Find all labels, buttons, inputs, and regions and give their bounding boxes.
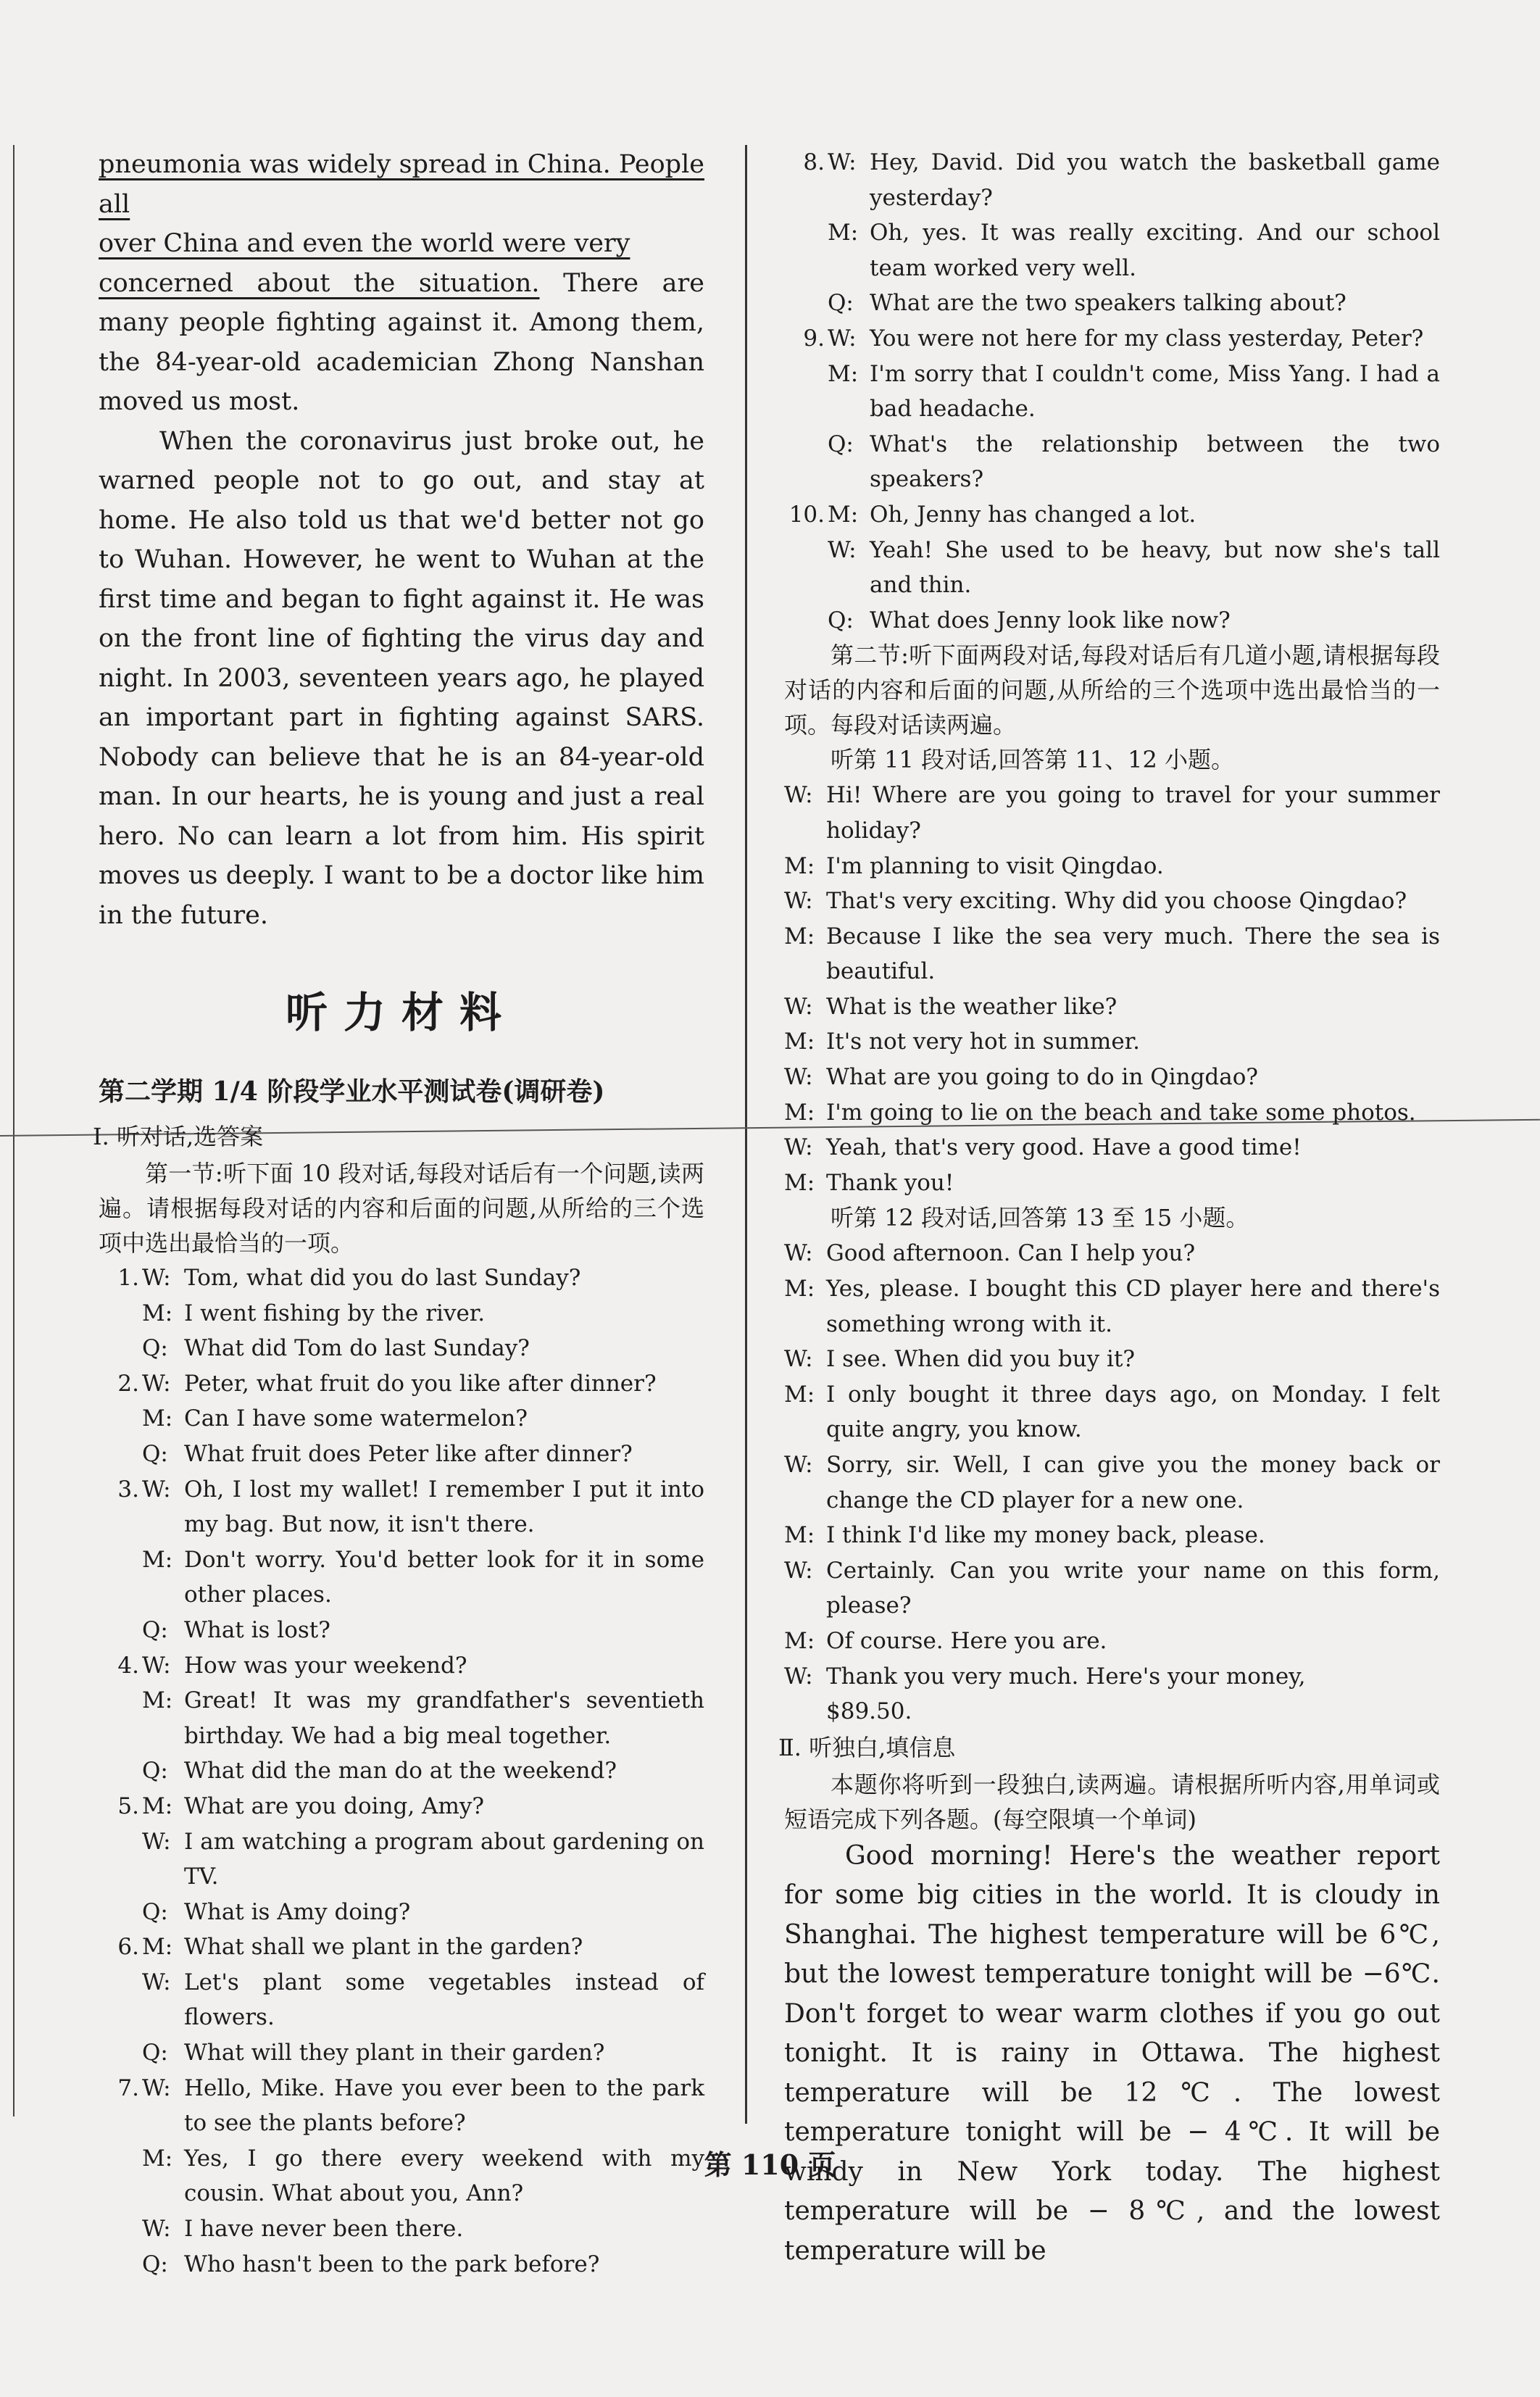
speaker-label: M: — [784, 1029, 815, 1055]
dialogue-line — [99, 1824, 704, 1895]
page-number: 第 110 页 — [704, 2148, 836, 2181]
dialogue-text: It's not very hot in summer. — [826, 1029, 1140, 1055]
item-number — [99, 1613, 142, 1648]
dialogue-text: I'm sorry that I couldn't come, Miss Yang. I had a bad headache. — [870, 360, 1440, 423]
dialogue-line — [99, 1260, 704, 1296]
dialogue-text: What are the two speakers talking about? — [870, 290, 1347, 317]
essay-paragraph-2: When the coronavirus just broke out, he warned people not to go out, and stay at home. He also told us that we'd better not go to Wuhan. However, he went to Wuhan at the first time and began to fight against it. He was on the front line of fighting the virus day and night. In 2003, seventeen years ago, he played an important part in fighting against SARS. Nobody can believe that he is an 84-year-old man. In our hearts, he is young and just a real hero. No can learn a lot from him. His spirit moves us deeply. I want to be a doctor like him in the future. — [99, 426, 704, 930]
dialogue-line — [99, 1965, 704, 2035]
monologue-text: Good morning! Here's the weather report for some big cities in the world. It is cloudy in Shanghai. The highest temperature will be 6℃, but the lowest temperature tonight will be −6℃. Don't forget to wear warm clothes if you go out tonight. It is rainy in Ottawa. The highest temperature will be 12℃. The lowest temperature tonight will be − 4℃. It will be windy in New York today. The highest temperature will be − 8℃, and the lowest temperature will be — [784, 1840, 1440, 2266]
dialogue-text: I see. When did you buy it? — [826, 1346, 1136, 1373]
dialogue-text: Sorry, sir. Well, I can give you the money back or change the CD player for a new one. — [826, 1452, 1440, 1513]
dialogue-line — [784, 1060, 1440, 1095]
speaker-label: W: — [784, 1452, 813, 1478]
dialogue-text: Can I have some watermelon? — [184, 1405, 528, 1432]
dialogue-line — [99, 1613, 704, 1648]
dialogue-text: Good afternoon. Can I help you? — [826, 1240, 1196, 1267]
item-number: 3. — [117, 1476, 139, 1503]
section2-instruction: 第二节:听下面两段对话,每段对话后有几道小题,请根据每段对话的内容和后面的问题,从所给的三个选项中选出最恰当的一项。每段对话读两遍。 — [784, 641, 1440, 739]
dialogue-text: Yeah, that's very good. Have a good time! — [826, 1134, 1302, 1161]
dialogue-text: That's very exciting. Why did you choose Qingdao? — [826, 888, 1407, 915]
dialogue-line — [784, 321, 1440, 357]
speaker-label: M: — [784, 1381, 815, 1408]
dialogue-text: Tom, what did you do last Sunday? — [184, 1265, 581, 1291]
dialogue-line — [784, 1166, 1440, 1201]
dialogue-line — [784, 1236, 1440, 1271]
dialogue-line — [99, 1401, 704, 1437]
dialogue-line — [784, 884, 1440, 919]
dialogue-text: What did the man do at the weekend? — [184, 1758, 617, 1785]
speaker-label: M: — [142, 1687, 173, 1714]
part2-title: Ⅱ. 听独白,填信息 — [778, 1733, 956, 1761]
dialogue-line — [99, 1542, 704, 1613]
dialogue-text: Certainly. Can you write your name on this form, please? — [826, 1557, 1440, 1619]
speaker-label: W: — [142, 1370, 171, 1397]
dialog12-amount: $89.50. — [826, 1698, 912, 1725]
speaker-label: M: — [828, 501, 859, 528]
part2-instruction: 本题你将听到一段独白,读两遍。请根据所听内容,用单词或短语完成下列各题。(每空限填一个单词) — [784, 1770, 1440, 1833]
dialogue-line — [784, 1095, 1440, 1131]
speaker-label: W: — [784, 1240, 813, 1267]
dialogue-line — [784, 497, 1440, 533]
dialogue-line — [99, 1683, 704, 1753]
dialogue-line — [784, 427, 1440, 497]
dialogue-line — [784, 1342, 1440, 1377]
item-number — [99, 1331, 142, 1366]
speaker-label: Q: — [142, 1616, 168, 1643]
dialogue-line — [99, 1296, 704, 1332]
item-number — [784, 533, 828, 603]
dialogue-line — [784, 603, 1440, 639]
dialogue-text: Oh, Jenny has changed a lot. — [870, 501, 1196, 528]
speaker-label: W: — [784, 1557, 813, 1584]
dialogue-text: What's the relationship between the two speakers? — [870, 431, 1440, 493]
item-number — [99, 1437, 142, 1472]
dialogue-line — [99, 1472, 704, 1542]
dialogue-text: You were not here for my class yesterday, Peter? — [870, 325, 1424, 352]
item-number: 1. — [117, 1265, 139, 1291]
dialogue-line — [99, 2035, 704, 2071]
dialogue-line — [99, 1929, 704, 1965]
item-number: 6. — [117, 1934, 139, 1961]
speaker-label: Q: — [142, 1335, 168, 1362]
speaker-label: W: — [784, 1346, 813, 1373]
dialogue-text: Yes, please. I bought this CD player here and there's something wrong with it. — [826, 1276, 1440, 1337]
essay — [99, 145, 704, 935]
dialogue-text: Yeah! She used to be heavy, but now she's tall and thin. — [870, 536, 1440, 599]
item-number — [784, 357, 828, 427]
item-number: 5. — [117, 1792, 139, 1819]
dialogue-text: Of course. Here you are. — [826, 1627, 1107, 1654]
dialogue-text: I have never been there. — [184, 2216, 464, 2243]
dialogue-line — [784, 849, 1440, 884]
dialogue-line — [99, 1437, 704, 1472]
part1-instruction: 第一节:听下面 10 段对话,每段对话后有一个问题,读两遍。请根据每段对话的内容和后面的问题,从所给的三个选项中选出最恰当的一项。 — [99, 1160, 704, 1257]
dialogue-text: What is lost? — [184, 1616, 330, 1643]
dialogue-text: Great! It was my grandfather's seventieth birthday. We had a big meal together. — [184, 1687, 704, 1749]
dialogue-text: What are you doing, Amy? — [184, 1792, 484, 1819]
dialogue-line — [784, 1553, 1440, 1624]
item-number — [99, 1824, 142, 1895]
dialogue-text: I think I'd like my money back, please. — [826, 1522, 1265, 1549]
speaker-label: W: — [828, 325, 857, 352]
item-number — [99, 1753, 142, 1789]
dialogue-text: I only bought it three days ago, on Monday. I felt quite angry, you know. — [826, 1381, 1440, 1443]
speaker-label: W: — [142, 1476, 171, 1503]
dialogue-line — [784, 1518, 1440, 1553]
part1-title: Ⅰ. 听对话,选答案 — [93, 1123, 264, 1150]
dialogue-text: What is the weather like? — [826, 993, 1117, 1020]
speaker-label: Q: — [828, 607, 854, 633]
dialogue-list-left — [99, 1260, 704, 2282]
speaker-label: M: — [784, 923, 815, 950]
speaker-label: W: — [142, 1652, 171, 1679]
item-number: 7. — [117, 2074, 139, 2101]
item-number — [99, 1401, 142, 1437]
dialogue-text: What did Tom do last Sunday? — [184, 1335, 530, 1362]
dialogue-text: What is Amy doing? — [184, 1898, 411, 1925]
speaker-label: W: — [784, 1064, 813, 1091]
dialogue-text: Peter, what fruit do you like after dinner? — [184, 1370, 657, 1397]
essay-underlined-line: concerned about the situation. — [99, 268, 540, 298]
dialogue-line — [99, 2247, 704, 2282]
dialogue-line — [99, 1895, 704, 1930]
dialogue-text: Thank you very much. Here's your money, — [826, 1663, 1306, 1690]
dialogue-text: I'm planning to visit Qingdao. — [826, 852, 1164, 879]
item-number — [784, 427, 828, 497]
dialogue-line — [784, 286, 1440, 321]
speaker-label: W: — [784, 1134, 813, 1161]
speaker-label: W: — [142, 1828, 171, 1855]
dialogue-line — [784, 1447, 1440, 1518]
essay-underlined-line: over China and even the world were very — [99, 229, 630, 258]
dialogue-text: What does Jenny look like now? — [870, 607, 1231, 633]
item-number — [99, 1683, 142, 1753]
item-number — [784, 603, 828, 639]
dialog-11 — [784, 778, 1440, 1200]
left-column — [93, 145, 704, 2282]
dialogue-text: I went fishing by the river. — [184, 1300, 486, 1326]
dialogue-text: Oh, I lost my wallet! I remember I put it into my bag. But now, it isn't there. — [184, 1476, 704, 1538]
dialogue-list-right — [784, 145, 1440, 638]
dialogue-line — [784, 1624, 1440, 1659]
item-number: 10. — [788, 501, 825, 528]
paper-title: 第二学期 1/4 阶段学业水平测试卷(调研卷) — [99, 1076, 605, 1107]
dialogue-line — [784, 778, 1440, 848]
dialogue-text: I am watching a program about gardening on TV. — [184, 1828, 704, 1890]
dialogue-line — [784, 1130, 1440, 1166]
dialogue-text: Hey, David. Did you watch the basketball game yesterday? — [870, 149, 1440, 211]
speaker-label: M: — [828, 360, 859, 387]
speaker-label: W: — [784, 1663, 813, 1690]
speaker-label: Q: — [828, 290, 854, 317]
dialogue-text: How was your weekend? — [184, 1652, 467, 1679]
dialogue-line — [99, 1648, 704, 1684]
dialogue-text: Thank you! — [826, 1169, 954, 1196]
speaker-label: M: — [142, 1300, 173, 1326]
speaker-label: M: — [828, 220, 859, 246]
dialogue-text: What are you going to do in Qingdao? — [826, 1064, 1259, 1091]
speaker-label: W: — [784, 782, 813, 809]
dialog12-heading: 听第 12 段对话,回答第 13 至 15 小题。 — [831, 1204, 1249, 1232]
speaker-label: M: — [784, 1099, 815, 1126]
item-number: 9. — [803, 325, 825, 352]
dialogue-line — [784, 1024, 1440, 1060]
dialogue-text: Hello, Mike. Have you ever been to the park to see the plants before? — [184, 2074, 704, 2137]
speaker-label: M: — [784, 1522, 815, 1549]
item-number — [99, 2247, 142, 2282]
item-number — [99, 1296, 142, 1332]
dialogue-text: What shall we plant in the garden? — [184, 1934, 583, 1961]
speaker-label: M: — [142, 2145, 173, 2172]
listening-section-title: 听力材料 — [285, 988, 517, 1037]
dialogue-text: Let's plant some vegetables instead of flowers. — [184, 1969, 704, 2031]
dialogue-line — [784, 1377, 1440, 1447]
speaker-label: Q: — [142, 2040, 168, 2066]
dialogue-line — [784, 215, 1440, 286]
dialogue-line — [784, 989, 1440, 1025]
monologue — [784, 1837, 1440, 2272]
speaker-label: Q: — [142, 1440, 168, 1467]
dialogue-text: I'm going to lie on the beach and take some photos. — [826, 1099, 1416, 1126]
speaker-label: M: — [784, 1276, 815, 1303]
essay-paragraph-1-rest: There are many people fighting against it. Among them, the 84-year-old academician Zhong Nanshan moved us most. — [99, 268, 704, 416]
speaker-label: W: — [142, 1265, 171, 1291]
dialogue-line — [784, 1659, 1440, 1695]
speaker-label: Q: — [142, 1898, 168, 1925]
speaker-label: W: — [784, 888, 813, 915]
dialogue-text: Hi! Where are you going to travel for your summer holiday? — [826, 782, 1440, 844]
column-divider — [745, 145, 747, 2124]
dialog11-heading: 听第 11 段对话,回答第 11、12 小题。 — [831, 746, 1235, 774]
item-number — [99, 2211, 142, 2247]
item-number — [784, 215, 828, 286]
speaker-label: W: — [142, 2216, 171, 2243]
item-number — [99, 1542, 142, 1613]
dialogue-line — [784, 919, 1440, 989]
left-margin-rule — [13, 145, 14, 2116]
essay-paragraph-1 — [99, 145, 704, 422]
speaker-label: M: — [142, 1792, 173, 1819]
dialogue-text: Oh, yes. It was really exciting. And our school team worked very well. — [870, 220, 1440, 281]
item-number — [784, 286, 828, 321]
dialogue-text: What fruit does Peter like after dinner? — [184, 1440, 633, 1467]
speaker-label: Q: — [142, 2251, 168, 2277]
dialogue-line — [99, 1331, 704, 1366]
speaker-label: M: — [142, 1546, 173, 1573]
dialogue-text: Yes, I go there every weekend with my cousin. What about you, Ann? — [184, 2145, 704, 2207]
speaker-label: W: — [142, 2074, 171, 2101]
right-column — [778, 145, 1440, 2271]
item-number — [99, 2035, 142, 2071]
dialogue-line — [99, 2211, 704, 2247]
dialogue-line — [99, 2071, 704, 2141]
item-number — [99, 1895, 142, 1930]
item-number: 2. — [117, 1370, 139, 1397]
speaker-label: W: — [828, 149, 857, 175]
dialogue-line — [99, 1753, 704, 1789]
dialogue-text: Don't worry. You'd better look for it in some other places. — [184, 1546, 704, 1608]
dialog-12 — [784, 1236, 1440, 1694]
item-number — [99, 1965, 142, 2035]
item-number: 4. — [117, 1652, 139, 1679]
dialogue-line — [784, 533, 1440, 603]
speaker-label: M: — [142, 1405, 173, 1432]
speaker-label: Q: — [142, 1758, 168, 1785]
item-number: 8. — [803, 149, 825, 175]
dialogue-line — [99, 1366, 704, 1402]
speaker-label: W: — [828, 536, 857, 563]
speaker-label: M: — [784, 1169, 815, 1196]
dialogue-line — [784, 145, 1440, 215]
speaker-label: M: — [784, 1627, 815, 1654]
speaker-label: W: — [784, 993, 813, 1020]
essay-underlined-line: pneumonia was widely spread in China. People all — [99, 150, 704, 219]
speaker-label: Q: — [828, 431, 854, 457]
speaker-label: W: — [142, 1969, 171, 1995]
dialogue-line — [784, 1271, 1440, 1342]
speaker-label: M: — [784, 852, 815, 879]
speaker-label: M: — [142, 1934, 173, 1961]
dialogue-text: What will they plant in their garden? — [184, 2040, 605, 2066]
dialogue-text: Because I like the sea very much. There the sea is beautiful. — [826, 923, 1440, 985]
dialogue-line — [784, 357, 1440, 427]
dialogue-text: Who hasn't been to the park before? — [184, 2251, 600, 2277]
dialogue-line — [99, 1789, 704, 1824]
